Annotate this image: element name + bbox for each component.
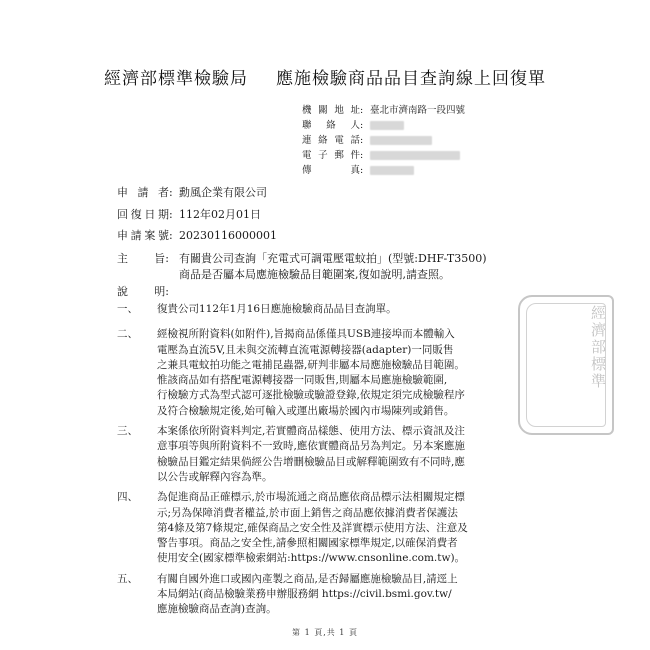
item-line: 惟該商品如有搭配電源轉接器一同販售,則屬本局應施檢驗範圍, xyxy=(157,374,448,387)
explanation-item-4 xyxy=(117,490,567,566)
case-number-row: 申請案號 : 20230116000001 xyxy=(117,225,277,247)
contact-phone-label: 連絡電話 xyxy=(302,135,360,146)
subject-text xyxy=(179,251,599,283)
contact-person-row: 聯絡人 : xyxy=(302,118,465,133)
redacted-contact-email xyxy=(370,151,460,160)
item-number: 四、 xyxy=(117,491,138,504)
item-line: 有關自國外進口或國內產製之商品,是否歸屬應施檢驗品目,請逕上 xyxy=(157,572,458,585)
item-number: 三、 xyxy=(117,425,138,438)
agency-address-value: 臺北市濟南路一段四號 xyxy=(370,105,466,116)
official-seal-stamp xyxy=(518,295,614,435)
reply-date-label: 回復日期 xyxy=(117,207,169,221)
applicant-row: 申請者 : 勳風企業有限公司 xyxy=(117,182,277,204)
case-number-value: 20230116000001 xyxy=(179,229,277,242)
form-name: 應施檢驗商品品目查詢線上回復單 xyxy=(276,69,546,89)
contact-email-row: 電子郵件 : xyxy=(302,148,465,163)
item-line: 行檢驗方式為型式認可逐批檢驗或驗證登錄,依規定須完成檢驗程序 xyxy=(157,389,465,402)
redacted-contact-fax xyxy=(370,166,414,175)
explanation-heading xyxy=(117,283,169,299)
case-header xyxy=(117,182,277,247)
item-line: 經檢視所附資料(如附件),旨揭商品係僅具USB連接埠而本體輸入 xyxy=(157,328,455,341)
subject-label: 主 旨: xyxy=(117,252,169,265)
item-number: 二、 xyxy=(117,328,138,341)
redacted-contact-phone xyxy=(370,136,432,145)
contact-fax-label: 傳真 xyxy=(302,165,360,176)
subject-line: 商品是否屬本局應施檢驗品目範圍案,復如說明,請查照。 xyxy=(179,268,450,281)
applicant-value: 勳風企業有限公司 xyxy=(179,186,267,199)
item-number: 一、 xyxy=(117,303,138,315)
contact-phone-row: 連絡電話 : xyxy=(302,133,465,148)
item-line: 檢驗品目鑑定結果倘經公告增刪檢驗品目或解釋範圍致有不同時,應 xyxy=(157,455,465,468)
agency-address-label: 機關地址 xyxy=(302,105,360,116)
explanation-label: 說 明: xyxy=(117,285,169,298)
item-line: 本案係依所附資料判定,若實體商品樣態、使用方法、標示資訊及注 xyxy=(157,425,465,438)
explanation-item-2 xyxy=(117,327,567,419)
case-number-label: 申請案號 xyxy=(117,229,169,242)
explanation-items xyxy=(117,302,567,618)
seal-text: 經濟部標準 xyxy=(589,305,607,390)
applicant-label: 申請者 xyxy=(117,186,169,199)
item-line: 使用安全(國家標準檢索網站:https://www.cnsonline.com.tw)。 xyxy=(157,552,466,565)
item-line: 復貴公司112年1月16日應施檢驗商品品目查詢單。 xyxy=(157,303,397,315)
item-line: 本局網站(商品檢驗業務申辦服務網 https://civil.bsmi.gov.tw/ xyxy=(157,588,452,601)
explanation-item-1 xyxy=(117,302,567,317)
explanation-item-3 xyxy=(117,424,567,485)
item-line: 示;另為保障消費者權益,於市面上銷售之商品應依據消費者保護法 xyxy=(157,506,458,519)
redacted-contact-person xyxy=(370,121,404,130)
item-line: 及符合檢驗規定後,始可輸入或運出廠場於國內市場陳列或銷售。 xyxy=(157,404,455,417)
contact-person-label: 聯絡人 xyxy=(302,120,360,131)
contact-email-label: 電子郵件 xyxy=(302,150,360,161)
item-line: 電壓為直流5V,且未與交流轉直流電源轉接器(adapter)一同販售 xyxy=(157,343,454,356)
agency-contact-block xyxy=(302,103,465,178)
agency-address-row: 機關地址 : 臺北市濟南路一段四號 xyxy=(302,105,466,116)
explanation-item-5 xyxy=(117,572,567,618)
item-line: 以公告或解釋內容為準。 xyxy=(157,470,273,483)
agency-name: 經濟部標準檢驗局 xyxy=(104,69,248,89)
item-line: 警告事項。商品之安全性,請參照相關國家標準規定,以確保消費者 xyxy=(157,537,458,550)
reply-date-value: 112年02月01日 xyxy=(179,207,261,221)
document-title xyxy=(0,64,650,89)
item-line: 意事項等與所附資料不一致時,應依實體商品另為判定。另本案應施 xyxy=(157,440,465,453)
item-line: 之兼具電蚊拍功能之電捕昆蟲器,研判非屬本局應施檢驗品目範圍。 xyxy=(157,358,465,371)
item-line: 為促進商品正確標示,於市場流通之商品應依商品標示法相關規定標 xyxy=(157,491,465,504)
reply-date-row: 回復日期 : 112年02月01日 xyxy=(117,204,277,226)
item-line: 第4條及第7條規定,確保商品之安全性及詳實標示使用方法、注意及 xyxy=(157,521,468,534)
page-footer: 第 1 頁,共 1 頁 xyxy=(292,628,358,637)
contact-fax-row: 傳真 : xyxy=(302,163,465,178)
item-line: 應施檢驗商品查詢)查詢。 xyxy=(157,603,277,616)
item-number: 五、 xyxy=(117,572,138,585)
subject-line: 有關貴公司查詢「充電式可調電壓電蚊拍」(型號:DHF-T3500) xyxy=(179,252,487,265)
